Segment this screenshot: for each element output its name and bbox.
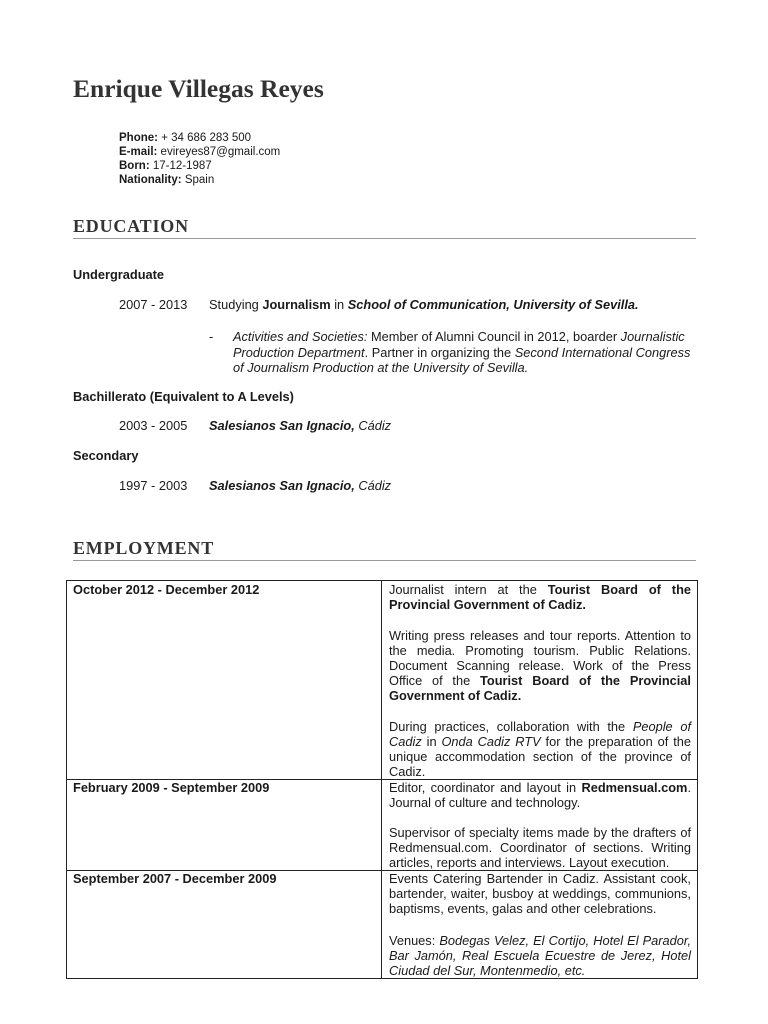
- email-value: evireyes87@gmail.com: [160, 146, 281, 158]
- employment-heading: EMPLOYMENT: [73, 537, 696, 561]
- bachillerato-years: 2003 - 2005: [119, 418, 188, 433]
- job-paragraph: [389, 628, 691, 703]
- undergraduate-label: Undergraduate: [73, 267, 165, 282]
- secondary-label: Secondary: [73, 448, 139, 463]
- contact-info: [119, 131, 280, 187]
- employment-table: [66, 580, 698, 979]
- description-connector: in: [330, 297, 348, 312]
- job-broadcaster: Onda Cadiz RTV: [441, 734, 541, 749]
- description-institution: School of Communication, University of Sevilla.: [347, 297, 639, 312]
- job-text: for the preparation of the unique accommodation section of the province of Cadiz.: [389, 734, 692, 779]
- job-description: [382, 780, 697, 870]
- job-paragraph: [389, 933, 691, 978]
- bachillerato-school: Salesianos San Ignacio,: [209, 418, 355, 433]
- secondary-city: Cádiz: [358, 478, 392, 493]
- job-text: Supervisor of specialty items made by the drafters of Redmensual.com. Coordinator of sections. Writing articles, reports and interviews. Layout execution.: [389, 825, 691, 870]
- activities-bullet: -: [209, 329, 214, 344]
- job-paragraph: [389, 871, 691, 916]
- description-prefix: Studying: [209, 297, 263, 312]
- phone-line: [119, 131, 280, 145]
- secondary-years: 1997 - 2003: [119, 478, 188, 493]
- job-text: Editor, coordinator and layout in: [389, 780, 582, 795]
- bachillerato-city: Cádiz: [358, 418, 392, 433]
- activities-text: [233, 329, 696, 376]
- secondary-school: Salesianos San Ignacio,: [209, 478, 355, 493]
- activities-department: Journalistic Production Department: [233, 329, 685, 360]
- phone-value: + 34 686 283 500: [161, 132, 252, 144]
- job-text: Events Catering Bartender in Cadiz. Assistant cook, bartender, waiter, busboy at weddings, communions, baptisms, events, galas and other celebrations.: [389, 871, 691, 916]
- bachillerato-label: Bachillerato (Equivalent to A Levels): [73, 389, 294, 404]
- nationality-label: Nationality:: [119, 174, 182, 186]
- job-text: . Journal of culture and technology.: [389, 780, 691, 810]
- phone-label: Phone:: [119, 132, 158, 144]
- undergraduate-description: [209, 297, 639, 312]
- table-row: [67, 581, 697, 779]
- secondary-school-line: [209, 478, 391, 493]
- nationality-value: Spain: [184, 174, 215, 186]
- email-line: [119, 145, 280, 159]
- job-text: Writing press releases and tour reports. Attention to the media. Promoting tourism. Public Relations. Document Scanning release. Work of the Press Office of the: [389, 628, 691, 688]
- activities-congress: Second International Congress of Journalism Production at the University of Sevilla.: [233, 344, 691, 375]
- job-organization: Tourist Board of the Provincial Government of Cadiz.: [389, 582, 692, 612]
- email-label: E-mail:: [119, 146, 158, 158]
- candidate-name: Enrique Villegas Reyes: [73, 74, 324, 103]
- born-value: 17-12-1987: [152, 160, 212, 172]
- job-venues: Bodegas Velez, El Cortijo, Hotel El Parador, Bar Jamón, Real Escuela Ecuestre de Jerez, Hotel Ciudad del Sur, Montenmedio, etc.: [389, 933, 692, 978]
- job-program: People of Cadiz: [389, 719, 691, 749]
- activities-text-1: Member of Alumni Council in 2012, boarder: [367, 329, 621, 344]
- job-period: February 2009 - September 2009: [67, 780, 382, 870]
- job-paragraph: [389, 719, 691, 779]
- job-paragraph: [389, 825, 691, 870]
- born-line: [119, 159, 280, 173]
- job-paragraph: [389, 582, 691, 612]
- activities-text-2: . Partner in organizing the: [364, 344, 515, 360]
- job-text: During practices, collaboration with the: [389, 719, 633, 734]
- job-paragraph: [389, 780, 691, 810]
- bachillerato-school-line: [209, 418, 391, 433]
- job-description: [382, 871, 697, 978]
- job-organization: Tourist Board of the Provincial Government of Cadiz.: [389, 673, 691, 703]
- description-field: Journalism: [262, 297, 331, 312]
- job-organization: Redmensual.com: [581, 780, 688, 795]
- job-text: in: [421, 734, 442, 749]
- activities-label: Activities and Societies:: [233, 329, 368, 344]
- job-period: September 2007 - December 2009: [67, 871, 382, 978]
- job-period: October 2012 - December 2012: [67, 581, 382, 779]
- job-text: Venues:: [389, 933, 440, 948]
- born-label: Born:: [119, 160, 150, 172]
- job-text: Journalist intern at the: [389, 582, 548, 597]
- undergraduate-years: 2007 - 2013: [119, 297, 188, 312]
- table-row: [67, 779, 697, 870]
- job-description: [382, 581, 697, 779]
- education-heading: EDUCATION: [73, 215, 696, 239]
- nationality-line: [119, 173, 280, 187]
- table-row: [67, 870, 697, 978]
